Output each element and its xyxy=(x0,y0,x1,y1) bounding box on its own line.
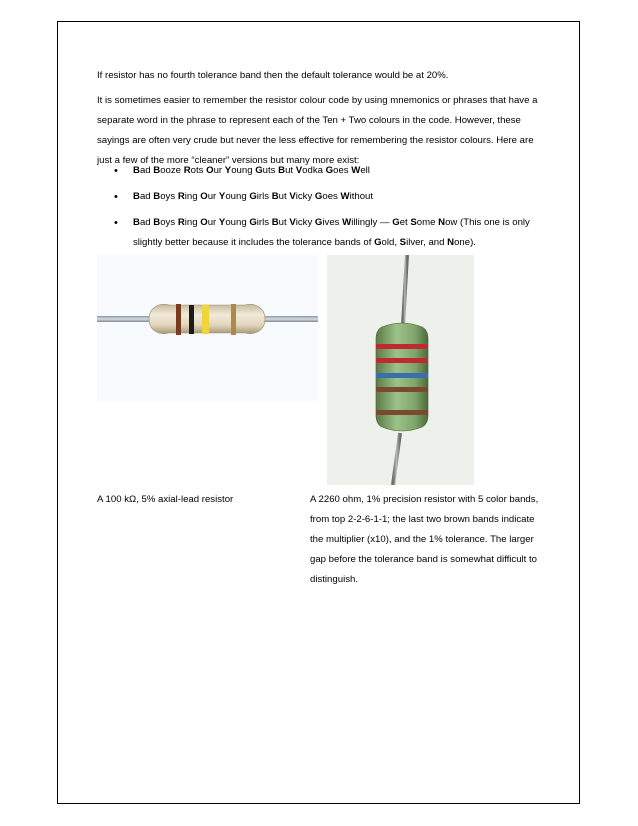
mnemonic-initial: B xyxy=(153,217,161,228)
mnemonic-initial: R xyxy=(183,165,191,176)
mnemonic-initial: G xyxy=(325,165,334,176)
mnemonic-initial: B xyxy=(133,217,140,228)
mnemonic-initial: B xyxy=(271,191,279,202)
mnemonic-initial: V xyxy=(295,165,303,176)
mnemonic-initial: Y xyxy=(218,217,226,228)
resistor-horizontal-illustration xyxy=(97,255,318,401)
mnemonic-initial: B xyxy=(153,165,161,176)
resistor-vertical-illustration xyxy=(327,255,474,485)
mnemonic-initial: G xyxy=(249,217,257,228)
mnemonic-initial: N xyxy=(447,237,455,248)
mnemonic-initial: G xyxy=(314,217,323,228)
mnemonic-initial: O xyxy=(206,165,214,176)
lead-wire-top xyxy=(403,255,407,325)
mnemonic-initial: B xyxy=(271,217,279,228)
mnemonic-initial: G xyxy=(314,191,323,202)
band-red xyxy=(376,358,428,363)
paragraph-text: If resistor has no fourth tolerance band then the default tolerance would be at 20%. xyxy=(97,70,449,81)
mnemonic-initial: N xyxy=(438,217,446,228)
band-gold xyxy=(231,304,236,335)
paragraph-tolerance-note xyxy=(97,66,543,86)
band-red xyxy=(376,344,428,349)
band-brown xyxy=(176,304,181,335)
mnemonic-initial: G xyxy=(374,237,382,248)
mnemonic-initial: G xyxy=(255,165,263,176)
paragraph-text: It is sometimes easier to remember the resistor colour code by using mnemonics or phrases that have a separate word in the phrase to represent each of the Ten + Two colours in the code. However, these sayings are often very crude but never the less effective for remembering the resistor colours. Here are just a few of the more “cleaner” versions but many more exist: xyxy=(97,95,538,166)
resistor-photo-vertical xyxy=(327,255,474,485)
mnemonic-initial: O xyxy=(200,191,208,202)
band-yellow xyxy=(202,305,209,334)
caption-right xyxy=(310,490,545,590)
caption-left xyxy=(97,490,297,510)
mnemonic-initial: B xyxy=(153,191,161,202)
resistor-photo-horizontal xyxy=(97,255,318,401)
mnemonic-item: • Bad Boys Ring Our Young Girls But Vicky Goes Without xyxy=(97,187,543,207)
mnemonic-initial: W xyxy=(342,217,352,228)
band-brown xyxy=(376,387,428,392)
mnemonic-initial: B xyxy=(133,165,140,176)
mnemonic-initial: G xyxy=(249,191,257,202)
mnemonic-initial: V xyxy=(289,191,296,202)
mnemonic-initial: S xyxy=(399,237,407,248)
lead-wire-bottom xyxy=(393,433,400,485)
mnemonic-item: • Bad Booze Rots Our Young Guts But Vodka Goes Well xyxy=(97,161,543,181)
mnemonic-initial: G xyxy=(392,217,400,228)
mnemonic-initial: S xyxy=(410,217,417,228)
mnemonic-initial: B xyxy=(133,191,140,202)
mnemonic-initial: Y xyxy=(224,165,232,176)
mnemonic-initial: B xyxy=(278,165,286,176)
caption-text: A 2260 ohm, 1% precision resistor with 5 color bands, from top 2-2-6-1-1; the last two brown bands indicate the multiplier (x10), and the 1% tolerance. The larger gap before the tolerance band is somewhat difficult to distinguish. xyxy=(310,494,539,585)
band-black xyxy=(189,305,194,334)
mnemonic-initial: R xyxy=(177,217,185,228)
mnemonic-initial: V xyxy=(289,217,296,228)
mnemonic-initial: W xyxy=(351,165,361,176)
mnemonic-item: • Bad Boys Ring Our Young Girls But Vicky Gives Willingly — Get Some Now (This one is only slightly better because it includes the tolerance bands of Gold, Silver, and None). xyxy=(97,213,543,253)
mnemonic-initial: Y xyxy=(218,191,226,202)
paragraph-mnemonics-intro xyxy=(97,91,543,171)
caption-text: A 100 kΩ, 5% axial-lead resistor xyxy=(97,494,234,505)
mnemonic-list xyxy=(97,161,543,259)
mnemonic-initial: R xyxy=(177,191,185,202)
mnemonic-initial: O xyxy=(200,217,208,228)
band-blue xyxy=(376,373,428,378)
mnemonic-initial: W xyxy=(340,191,350,202)
band-brown xyxy=(376,410,428,415)
